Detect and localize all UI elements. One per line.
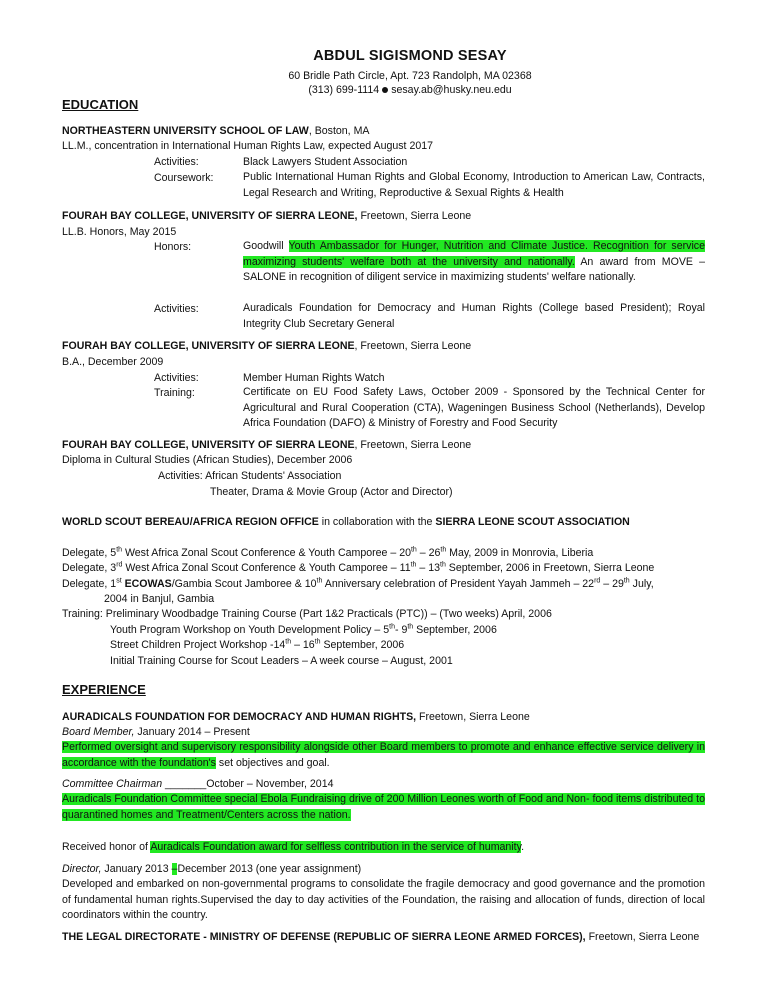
experience-heading: EXPERIENCE xyxy=(62,682,146,697)
candidate-name: ABDUL SIGISMOND SESAY xyxy=(313,48,507,64)
fbc1-activities-label: Activities: xyxy=(154,303,199,315)
bullet-icon xyxy=(382,87,388,93)
aur-para-2: Auradicals Foundation Committee special Ebola Fundraising drive of 200 Million Leones worth of Food and Non- food items distributed to quarantined homes and Treatment/Centers across the nation. xyxy=(62,793,705,821)
phone: (313) 699-1114 xyxy=(308,84,380,96)
neu-activities-value: Black Lawyers Student Association xyxy=(243,156,408,168)
fbc2-activities-value: Member Human Rights Watch xyxy=(243,372,385,384)
aur-role-2: Committee Chairman _______October – November, 2014 xyxy=(62,778,334,790)
education-heading: EDUCATION xyxy=(62,97,139,112)
neu-degree: LL.M., concentration in International Human Rights Law, expected August 2017 xyxy=(62,140,434,152)
aur-role-3: Director, January 2013 –December 2013 (one year assignment) xyxy=(62,863,362,875)
neu-school: NORTHEASTERN UNIVERSITY SCHOOL OF LAW xyxy=(62,125,309,137)
fbc1-school-line: FOURAH BAY COLLEGE, UNIVERSITY OF SIERRA LEONE, Freetown, Sierra Leone xyxy=(62,210,472,222)
scout-delegate-3: Delegate, 1st ECOWAS/Gambia Scout Jamboree & 10th Anniversary celebration of President Yayah Jammeh – 22rd – 29th July, xyxy=(62,577,654,590)
fbc1-honors-label: Honors: xyxy=(154,241,192,253)
scout-training-2: Youth Program Workshop on Youth Development Policy – 5th- 9th September, 2006 xyxy=(110,623,497,636)
neu-activities-label: Activities: xyxy=(154,156,199,168)
scout-org-line: WORLD SCOUT BEREAU/AFRICA REGION OFFICE in collaboration with the SIERRA LEONE SCOUT ASSOCIATION xyxy=(62,516,630,528)
fbc3-school-line: FOURAH BAY COLLEGE, UNIVERSITY OF SIERRA LEONE, Freetown, Sierra Leone xyxy=(62,439,472,451)
aur-role-1: Board Member, January 2014 – Present xyxy=(62,726,250,738)
fbc2-school-line: FOURAH BAY COLLEGE, UNIVERSITY OF SIERRA LEONE, Freetown, Sierra Leone xyxy=(62,340,472,352)
scout-delegate-1: Delegate, 5th West Africa Zonal Scout Conference & Youth Camporee – 20th – 26th May, 2009 in Monrovia, Liberia xyxy=(62,546,594,559)
aur-para-3: Received honor of Auradicals Foundation award for selfless contribution in the service of humanity. xyxy=(62,841,525,853)
fbc2-training-value: Certificate on EU Food Safety Laws, October 2009 - Sponsored by the Technical Center for Agricultural and Rural Cooperation (CTA), Wageningen Business School (Netherlands), Develop Africa Foundation (DAFO) & Ministry of Forestry and Food Security xyxy=(243,386,705,429)
legal-org-line: THE LEGAL DIRECTORATE - MINISTRY OF DEFENSE (REPUBLIC OF SIERRA LEONE ARMED FORCES), Freetown, Sierra Leone xyxy=(62,931,700,943)
neu-coursework-value: Public International Human Rights and Global Economy, Introduction to American Law, Contracts, Legal Research and Writing, Reproductive & Sexual Rights & Health xyxy=(243,171,705,199)
fbc1-honors-value: Goodwill Youth Ambassador for Hunger, Nutrition and Climate Justice. Recognition for service maximizing students' welfare both at the university and nationally. An award from MOVE – SALONE in recognition of diligent service in maximizing students' welfare nationally. xyxy=(243,240,705,283)
fbc2-degree: B.A., December 2009 xyxy=(62,356,164,368)
fbc3-activities: Activities: African Students' Association xyxy=(158,470,342,482)
contact-line xyxy=(0,84,768,96)
scout-training-4: Initial Training Course for Scout Leaders – A week course – August, 2001 xyxy=(110,655,453,667)
neu-coursework-label: Coursework: xyxy=(154,172,214,184)
fbc1-activities-value: Auradicals Foundation for Democracy and Human Rights (College based President); Royal Integrity Club Secretary General xyxy=(243,302,705,330)
fbc2-activities-label: Activities: xyxy=(154,372,199,384)
scout-delegate-3-cont: 2004 in Banjul, Gambia xyxy=(104,593,215,605)
aur-para-1: Performed oversight and supervisory responsibility alongside other Board members to promote and enhance effective service delivery in accordance with the foundation's set objectives and goal. xyxy=(62,741,705,769)
aur-para-4: Developed and embarked on non-governmental programs to consolidate the fragile democracy and good governance and the promotion of fundamental human rights.Supervised the day to day activities of the Foundation, the raising and allocation of funds, direction of local coordinators within the country. xyxy=(62,878,705,921)
highlight: Youth Ambassador for Hunger, Nutrition and Climate Justice. Recognition for service maximizing students' welfare both at the university and nationally. xyxy=(243,240,705,268)
scout-delegate-2: Delegate, 3rd West Africa Zonal Scout Conference & Youth Camporee – 11th – 13th September, 2006 in Freetown, Sierra Leone xyxy=(62,561,655,574)
scout-training-3: Street Children Project Workshop -14th – 16th September, 2006 xyxy=(110,638,405,651)
scout-training-1: Training: Preliminary Woodbadge Training Course (Part 1&2 Practicals (PTC)) – (Two weeks) April, 2006 xyxy=(62,608,552,620)
fbc3-degree: Diploma in Cultural Studies (African Studies), December 2006 xyxy=(62,454,353,466)
aur-org-line: AURADICALS FOUNDATION FOR DEMOCRACY AND HUMAN RIGHTS, Freetown, Sierra Leone xyxy=(62,711,530,723)
address: 60 Bridle Path Circle, Apt. 723 Randolph, MA 02368 xyxy=(288,70,532,82)
neu-school-line: NORTHEASTERN UNIVERSITY SCHOOL OF LAW, Boston, MA xyxy=(62,125,370,137)
email[interactable]: sesay.ab@husky.neu.edu xyxy=(391,84,512,96)
fbc2-training-label: Training: xyxy=(154,387,195,399)
fbc1-degree: LL.B. Honors, May 2015 xyxy=(62,226,177,238)
fbc3-activities-2: Theater, Drama & Movie Group (Actor and Director) xyxy=(210,486,453,498)
